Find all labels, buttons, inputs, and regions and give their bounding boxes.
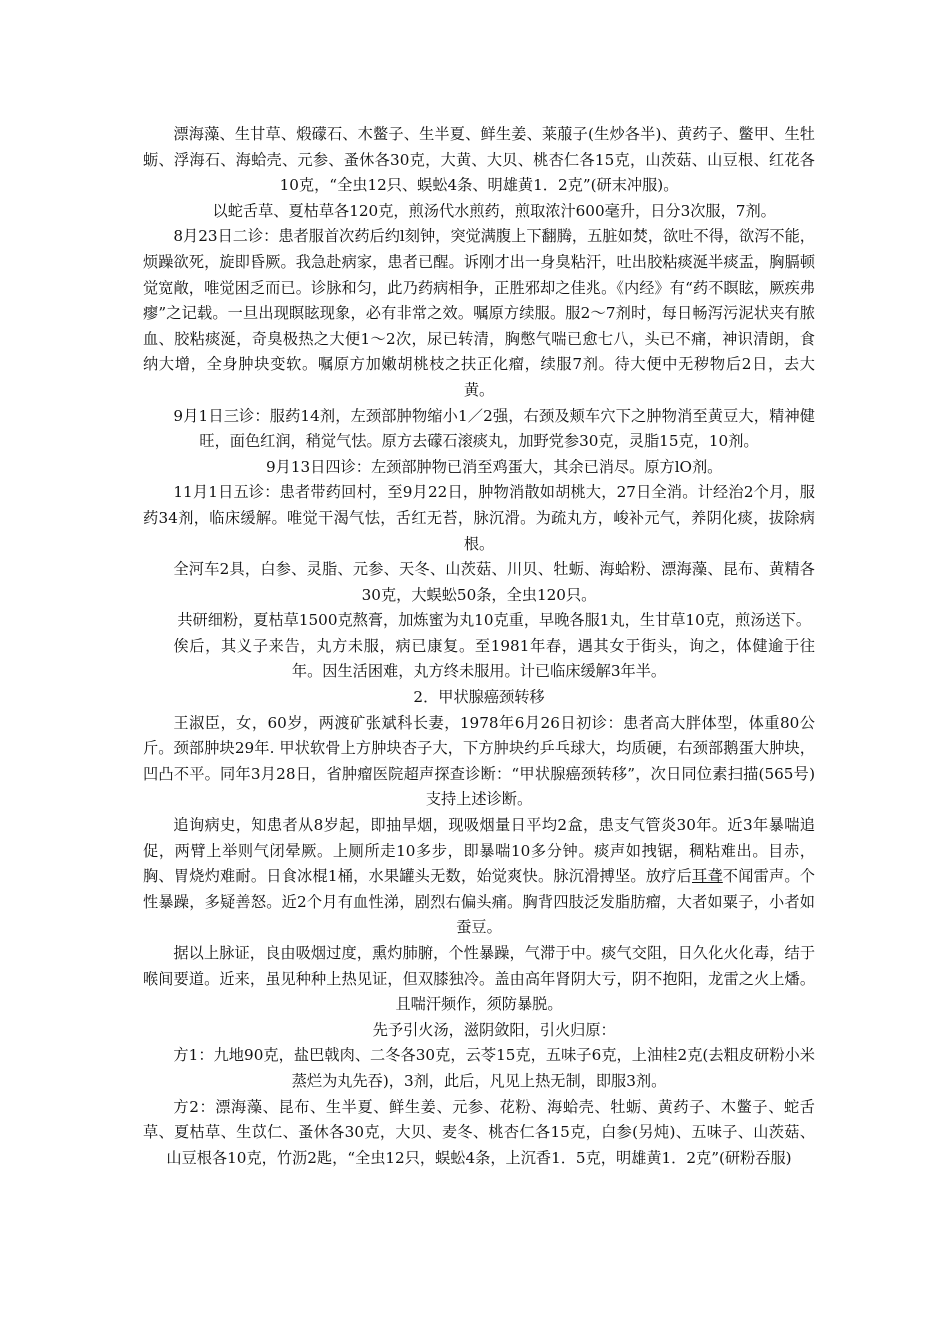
paragraph-prescription-2: 方2：漂海藻、昆布、生半夏、鲜生姜、元参、花粉、海蛤壳、牡蛎、黄药子、木鳖子、蛇舌草、夏枯草、生苡仁、蚤休各30克，大贝、麦冬、桃杏仁各15克，白参(另炖)、五味子、山茨菇、山豆根各10克，竹沥2匙，“全虫12只，蜈蚣4条，上沉香1．5克，明雄黄1．2克”(研粉吞服) [143,1097,815,1167]
paragraph-second-visit: 8月23日二诊：患者服首次药后约l刻钟，突觉满腹上下翻腾，五脏如焚，欲吐不得，欲泻不能，烦躁欲死，旋即昏厥。我急赴病家，患者已醒。诉刚才出一身臭粘汗，吐出胶粘痰涎半痰盂，胸膈顿觉宽敞，唯觉困乏而已。诊脉和匀，此乃药病相争，正胜邪却之佳兆。《内经》有“药不瞑眩，厥疾弗瘳”之记载。一旦出现瞑眩现象，必有非常之效。嘱原方续服。服2～7剂时，每日畅泻污泥状夹有脓血、胶粘痰涎，奇臭极热之大便1～2次，尿已转清，胸憋气喘已愈七八，头已不痛，神识清朗，食纳大增，全身肿块变软。嘱原方加嫩胡桃枝之扶正化瘤，续服7剂。待大便中无秽物后2日，去大黄。 [143,227,815,399]
paragraph-pill-preparation: 共研细粉，夏枯草1500克熬膏，加炼蜜为丸10克重，早晚各服1丸，生甘草10克，煎汤送下。 [177,611,812,630]
paragraph-diagnosis: 据以上脉证，良由吸烟过度，熏灼肺腑，个性暴躁，气滞于中。痰气交阻，日久化火化毒，结于喉间要道。近来，虽见种种上热见证，但双膝独冷。盖由高年肾阴大亏，阴不抱阳，龙雷之火上燔。且喘汗频作，须防暴脱。 [143,944,815,1014]
history-text-before: 追询病史，知患者从8岁起，即抽旱烟，现吸烟量日平均2盒，患支气管炎30年。近3年暴喘追促，两臂上举则气闭晕厥。上厕所走10多步，即暴喘10多分钟。痰声如拽锯，稠粘难出。目赤，胸、胃烧灼难耐。日食冰棍1桶，水果罐头无数，始觉爽快。脉沉滑搏坚。放疗后 [143,816,815,886]
document-body [143,122,815,1171]
paragraph-fourth-visit: 9月13日四诊：左颈部肿物已消至鸡蛋大，其余已消尽。原方lO剂。 [266,457,723,476]
paragraph-formula-1: 漂海藻、生甘草、煅礞石、木鳖子、生半夏、鲜生姜、莱菔子(生炒各半)、黄药子、鳖甲、生牡蛎、浮海石、海蛤壳、元参、蚤休各30克，大黄、大贝、桃杏仁各15克，山茨菇、山豆根、红花各10克，“全虫12只、蜈蚣4条、明雄黄1．2克”(研末冲服)。 [143,125,815,195]
history-text-after: 不闻雷声。个性暴躁，多疑善怒。近2个月有血性涕，剧烈右偏头痛。胸背四肢泛发脂肪瘤，大者如粟子，小者如蚕豆。 [143,867,815,937]
paragraph-third-visit: 9月1日三诊：服药14剂，左颈部肿物缩小1／2强，右颈及颊车穴下之肿物消至黄豆大，精神健旺，面色红润，稍觉气怯。原方去礞石滚痰丸，加野党参30克，灵脂15克，10剂。 [173,406,815,451]
paragraph-pill-ingredients: 全河车2具，白参、灵脂、元参、天冬、山茨菇、川贝、牡蛎、海蛤粉、漂海藻、昆布、黄精各30克，大蜈蚣50条，全虫120只。 [173,560,815,604]
paragraph-history [143,813,815,941]
paragraph-prescription-1: 方1：九地90克，盐巴戟肉、二冬各30克，云苓15克，五味子6克，上油桂2克(去粗皮研粉小米蒸烂为丸先吞)，3剂，此后，凡见上热无制，即服3剂。 [173,1046,815,1090]
paragraph-case-intro: 王淑臣，女，60岁，两渡矿张斌科长妻，1978年6月26日初诊：患者高大胖体型，体重80公斤。颈部肿块29年. 甲状软骨上方肿块杏子大，下方肿块约乒乓球大，均质硬，右颈部鹅蛋大肿块，凹凸不平。同年3月28日，省肿瘤医院超声探查诊断：“甲状腺癌颈转移”，次日同位素扫描(565号)支持上述诊断。 [143,713,815,809]
underlined-term: 耳聋 [691,867,723,886]
paragraph-treatment-intro: 先予引火汤，滋阴敛阳，引火归原： [372,1020,616,1039]
paragraph-decoction-method: 以蛇舌草、夏枯草各120克，煎汤代水煎药，煎取浓汁600毫升，日分3次服，7剂。 [212,201,776,220]
section-heading: 2．甲状腺癌颈转移 [413,688,545,707]
paragraph-follow-up: 俟后，其义子来告，丸方未服，病已康复。至1981年春，遇其女于街头，询之，体健逾于往年。因生活困难，丸方终未服用。计已临床缓解3年半。 [173,636,815,681]
paragraph-fifth-visit: 11月1日五诊：患者带药回村，至9月22日，肿物消散如胡桃大，27日全消。计经治2个月，服药34剂，临床缓解。唯觉干渴气怯，舌红无苔，脉沉滑。为疏丸方，峻补元气，养阴化痰，拔除病根。 [143,483,815,553]
